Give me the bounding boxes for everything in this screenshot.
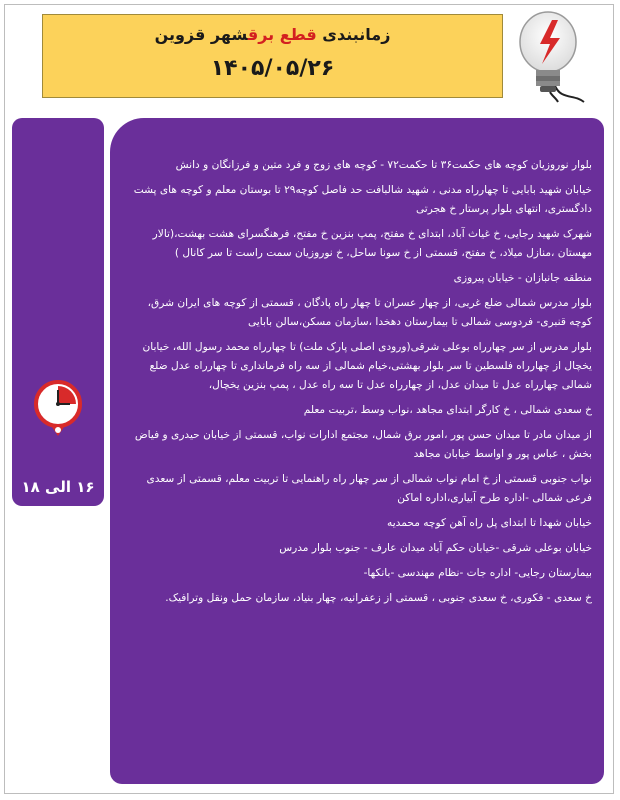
timer-location-icon: [30, 380, 86, 438]
area-item: بلوار نوروزیان کوچه های حکمت۳۶ تا حکمت۷۲ - کوچه های زوج و فرد متین و فرزانگان و دانش: [175, 159, 592, 171]
area-item: خیابان بوعلی شرقی -خیابان حکم آباد میدان عارف - جنوب بلوار مدرس: [279, 542, 592, 554]
time-sidebar: [12, 118, 104, 506]
area-item: خ سعدی شمالی ، خ کارگر ابتدای مجاهد ،نواب وسط ،تربیت معلم: [303, 404, 592, 416]
area-item: خیابان شهید بابایی تا چهارراه مدنی ، شهید شالبافت حد فاصل کوچه۲۹ تا بوستان معلم و کوچه های پشت دادگستری، انتهای بلوار پرستار خ هجرتی: [133, 184, 592, 215]
page-title: [43, 25, 502, 44]
areas-panel: [110, 118, 604, 784]
area-item: خیابان شهدا تا ابتدای پل راه آهن کوچه محمدیه: [387, 517, 592, 529]
area-item: از میدان مادر تا میدان حسن پور ،امور برق شمال، مجتمع ادارات نواب، قسمتی از خیابان حیدری و فیاض بخش ، عباس پور و اواسط خیابان مجاهد: [134, 429, 592, 460]
area-item: شهرک شهید رجایی، خ غیاث آباد، ابتدای خ مفتح، پمپ بنزین خ مفتح، فرهنگسرای هشت بهشت،(تالار مهستان ،منازل میلاد، خ مفتح، قسمتی از خ سونا ساحل، خ نوروزیان سمت راست تا سر کانال ): [152, 228, 592, 259]
area-item: بلوار مدرس از سر چهارراه بوعلی شرقی(ورودی اصلی پارک ملت) تا چهارراه محمد رسول الله، خیابان یخچال از چهارراه فلسطین تا سر بلوار بهشتی،خیام شمالی از سه راه فرمانداری تا چهارراه عدل ضلع شمالی چهارراه عدل تا میدان عدل، از چهارراه عدل تا سه راه عدل ، پمپ بنزین یخچال،: [142, 341, 592, 391]
area-item: نواب جنوبی قسمتی از خ امام نواب شمالی از سر چهار راه راهنمایی تا تربیت معلم، قسمتی از سعدی فرعی شمالی -اداره طرح آبیاری،اداره اماکن: [146, 473, 592, 504]
area-item: منطقه جانبازان - خیابان پیروزی: [453, 272, 592, 284]
schedule-date: ۱۴۰۵/۰۵/۲۶: [210, 56, 335, 81]
title-prefix: زمانبندی: [316, 25, 391, 44]
area-item: بلوار مدرس شمالی ضلع غربی، از چهار عسران تا چهار راه پادگان ، قسمتی از کوچه های ایران شرق، کوچه قنبری- فردوسی شمالی تا بیمارستان دهخدا ،سازمان مسکن،سالن بابایی: [147, 297, 592, 328]
outage-hours: ۱۶ الی ۱۸: [21, 478, 95, 496]
title-accent: قطع برق: [247, 25, 317, 44]
area-item: بیمارستان رجایی- اداره جات -نظام مهندسی -بانکها-: [363, 567, 592, 579]
area-item: خ سعدی - فکوری، خ سعدی جنوبی ، قسمتی از زعفرانیه، چهار بنیاد، سازمان حمل ونقل وترافیک.: [165, 592, 592, 604]
title-suffix: شهر قزوین: [154, 25, 248, 44]
light-bulb-icon: [506, 6, 592, 106]
header-banner: [42, 14, 503, 98]
